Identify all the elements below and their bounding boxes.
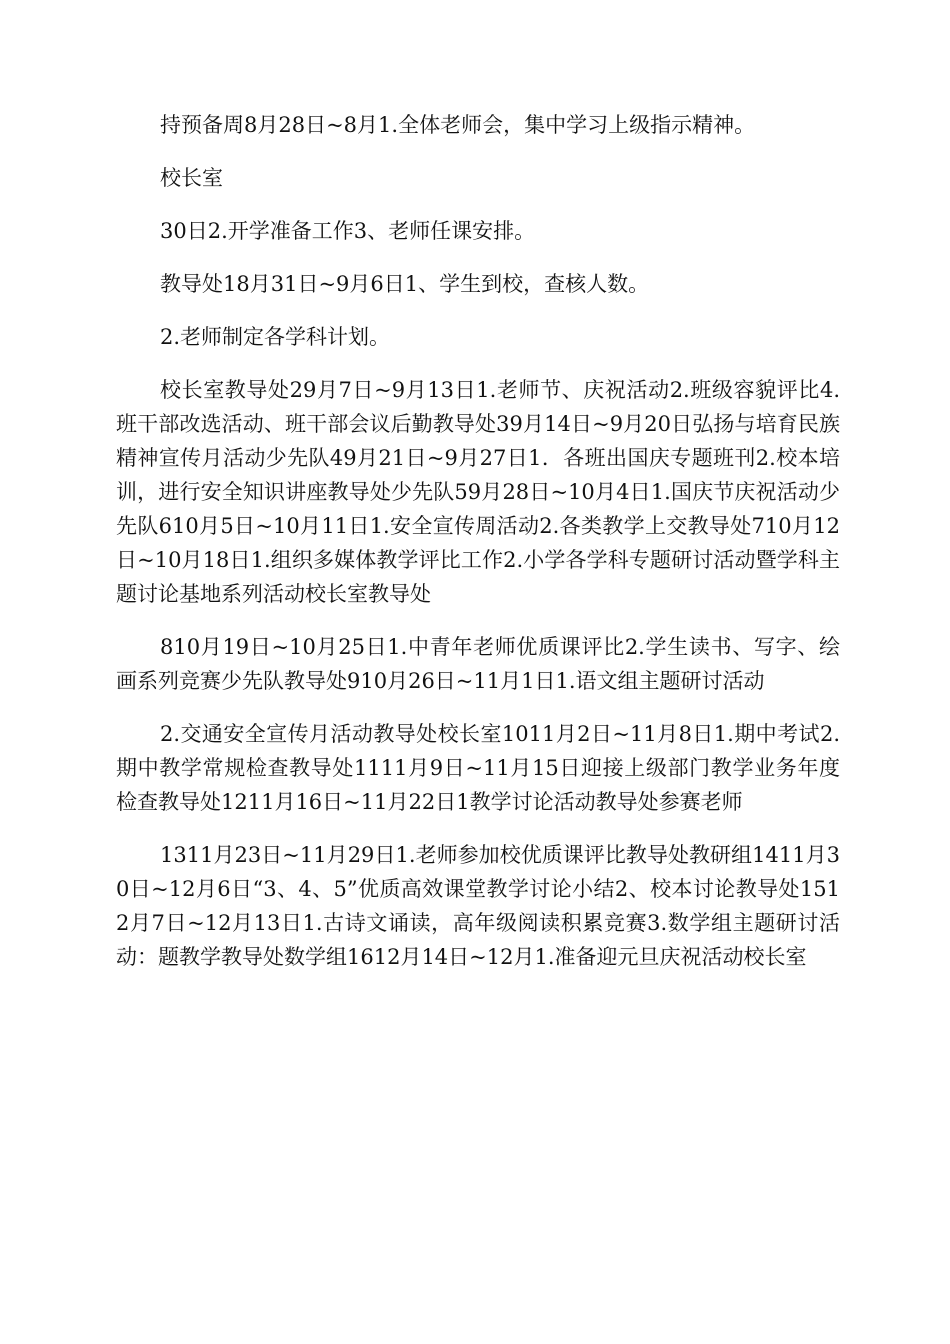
- paragraph-november-schedule: 2.交通安全宣传月活动教导处校长室1011月2日~11月8日1.期中考试2.期中教学常规检查教导处1111月9日~11月15日迎接上级部门教学业务年度检查教导处1211月16日~11月22日1教学讨论活动教导处参赛老师: [116, 722, 840, 814]
- paragraph-prep-week: 持预备周8月28日~8月1.全体老师会，集中学习上级指示精神。: [160, 113, 756, 137]
- paragraph-december-schedule: 1311月23日~11月29日1.老师参加校优质课评比教导处教研组1411月30日~12月6日“3、4、5”优质高效课堂教学讨论小结2、校本讨论教导处1512月7日~12月13日1.古诗文诵读，高年级阅读积累竞赛3.数学组主题研讨活动：题教学教导处数学组1612月14日~12月1.准备迎元旦庆祝活动校长室: [116, 843, 840, 969]
- paragraph-principal-office: 校长室: [160, 166, 223, 190]
- paragraph-student-arrival: 教导处18月31日~9月6日1、学生到校，查核人数。: [160, 272, 650, 296]
- paragraph-september-october-schedule: 校长室教导处29月7日~9月13日1.老师节、庆祝活动2.班级容貌评比4.班干部改选活动、班干部会议后勤教导处39月14日~9月20日弘扬与培育民族精神宣传月活动少先队49月21日~9月27日1．各班出国庆专题班刊2.校本培训，进行安全知识讲座教导处少先队59月28日~10月4日1.国庆节庆祝活动少先队610月5日~10月11日1.安全宣传周活动2.各类教学上交教导处710月12日~10月18日1.组织多媒体教学评比工作2.小学各学科专题研讨活动暨学科主题讨论基地系列活动校长室教导处: [116, 378, 840, 606]
- paragraph-school-prep: 30日2.开学准备工作3、老师任课安排。: [160, 219, 536, 243]
- paragraph-subject-plans: 2.老师制定各学科计划。: [160, 325, 391, 349]
- paragraph-late-october-schedule: 810月19日~10月25日1.中青年老师优质课评比2.学生读书、写字、绘画系列竞赛少先队教导处910月26日~11月1日1.语文组主题研讨活动: [116, 635, 840, 693]
